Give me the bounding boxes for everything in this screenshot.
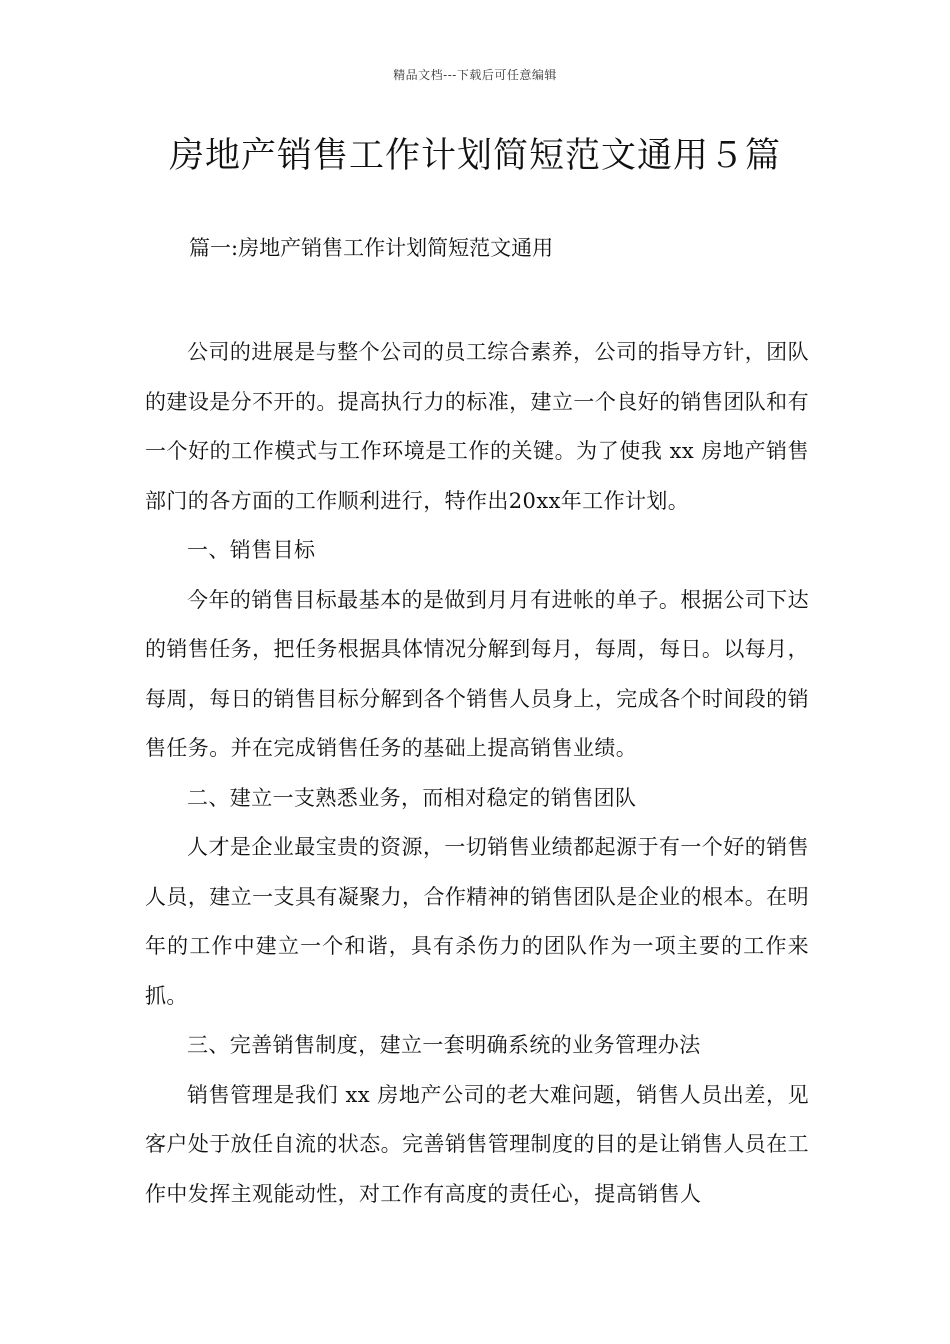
section-title: 篇一:房地产销售工作计划简短范文通用 xyxy=(189,236,554,260)
heading-sales-system: 三、完善销售制度，建立一套明确系统的业务管理办法 xyxy=(187,1033,701,1057)
heading-sales-team: 二、建立一支熟悉业务，而相对稳定的销售团队 xyxy=(187,785,637,810)
heading-sales-target: 一、销售目标 xyxy=(187,538,316,562)
paragraph-sales-team: 人才是企业最宝贵的资源，一切销售业绩都起源于有一个好的销售人员，建立一支具有凝聚力，合作精神的销售团队是企业的根本。在明年的工作中建立一个和谐，具有杀伤力的团队作为一项主要的工作来抓。 xyxy=(145,835,809,1008)
paragraph-intro: 公司的进展是与整个公司的员工综合素养，公司的指导方针，团队的建设是分不开的。提高执行力的标准，建立一个良好的销售团队和有一个好的工作模式与工作环境是工作的关键。为了使我 xx 房地产销售部门的各方面的工作顺利进行，特作出20xx年工作计划。 xyxy=(145,340,809,513)
paragraph-sales-system: 销售管理是我们 xx 房地产公司的老大难问题，销售人员出差，见客户处于放任自流的状态。完善销售管理制度的目的是让销售人员在工作中发挥主观能动性，对工作有高度的责任心，提高销售人 xyxy=(145,1082,809,1206)
header-note: 精品文档---下载后可任意编辑 xyxy=(393,68,557,82)
paragraph-sales-target: 今年的销售目标最基本的是做到月月有进帐的单子。根据公司下达的销售任务，把任务根据具体情况分解到每月，每周，每日。以每月，每周，每日的销售目标分解到各个销售人员身上，完成各个时间段的销售任务。并在完成销售任务的基础上提高销售业绩。 xyxy=(145,587,809,760)
document-title: 房地产销售工作计划简短范文通用５篇 xyxy=(168,136,781,176)
document-body xyxy=(145,328,809,1219)
